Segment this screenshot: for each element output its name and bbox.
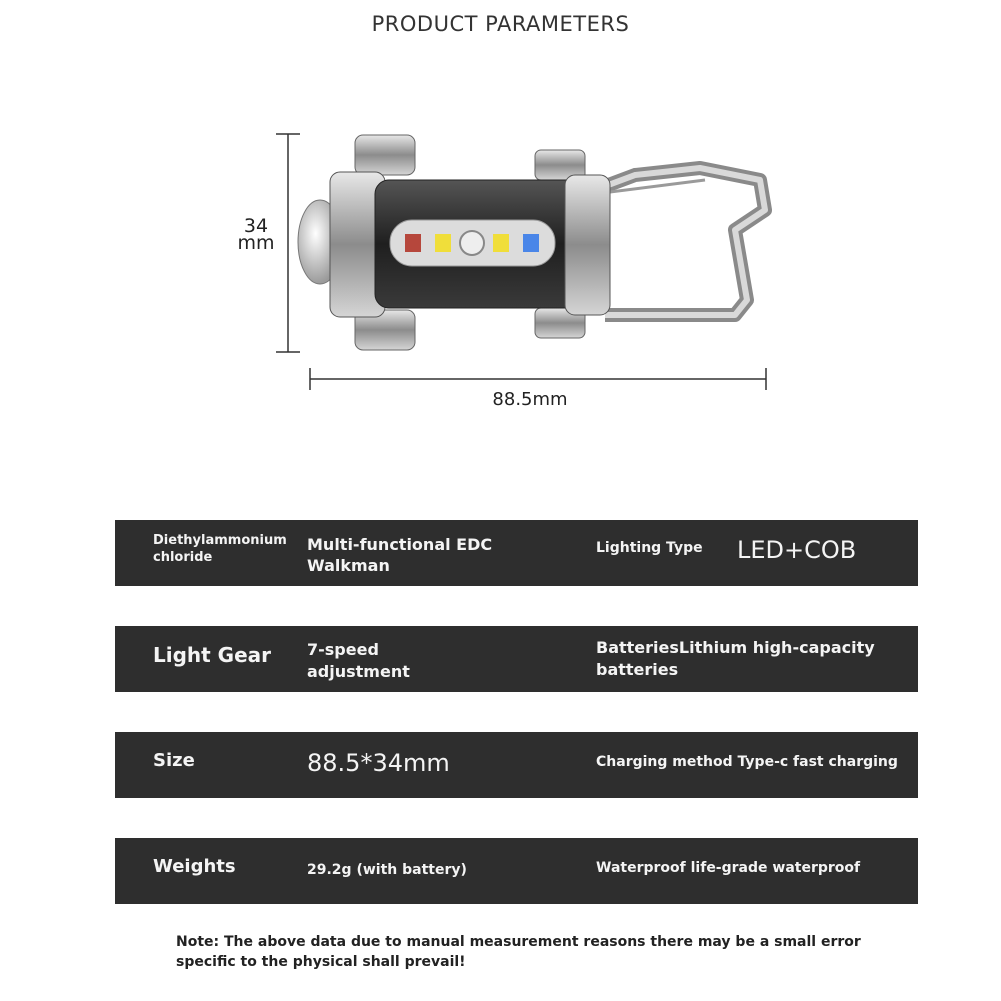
spec-detail <box>596 860 906 876</box>
spec-row-4 <box>115 838 918 904</box>
spec-label: Size <box>153 750 195 771</box>
spec-label-2: Charging method <box>596 754 733 770</box>
flashlight-illustration <box>265 120 785 400</box>
spec-row-3 <box>115 732 918 798</box>
page-title: PRODUCT PARAMETERS <box>371 12 630 36</box>
spec-label: Light Gear <box>153 643 272 667</box>
height-value: 34 <box>243 215 269 237</box>
width-dimension-label: 88.5mm <box>492 389 568 410</box>
spec-label-2: Lighting Type <box>596 540 703 556</box>
spec-row-2 <box>115 626 918 692</box>
measurement-note: Note: The above data due to manual measurement reasons there may be a small error specific to the physical shall prevail! <box>176 934 861 970</box>
height-unit: mm <box>237 232 275 254</box>
spec-value: 88.5*34mm <box>307 749 450 777</box>
spec-value: 29.2g (with battery) <box>307 862 467 878</box>
spec-value-2: life-grade waterproof <box>690 860 861 876</box>
spec-value: 7-speed adjustment <box>307 640 410 681</box>
spec-label-2: Waterproof <box>596 860 686 876</box>
spec-value-2: LED+COB <box>737 536 857 564</box>
spec-detail <box>596 754 916 770</box>
spec-label-2: Batteries <box>596 638 679 657</box>
spec-label: Weights <box>153 856 236 877</box>
spec-detail <box>596 637 901 681</box>
spec-value-2: Lithium high-capacity batteries <box>596 638 875 679</box>
spec-value: Multi-functional EDC Walkman <box>307 535 493 575</box>
spec-label: Diethylammonium chloride <box>153 533 287 565</box>
spec-value-2: Type-c fast charging <box>737 754 898 770</box>
spec-row-1 <box>115 520 918 586</box>
